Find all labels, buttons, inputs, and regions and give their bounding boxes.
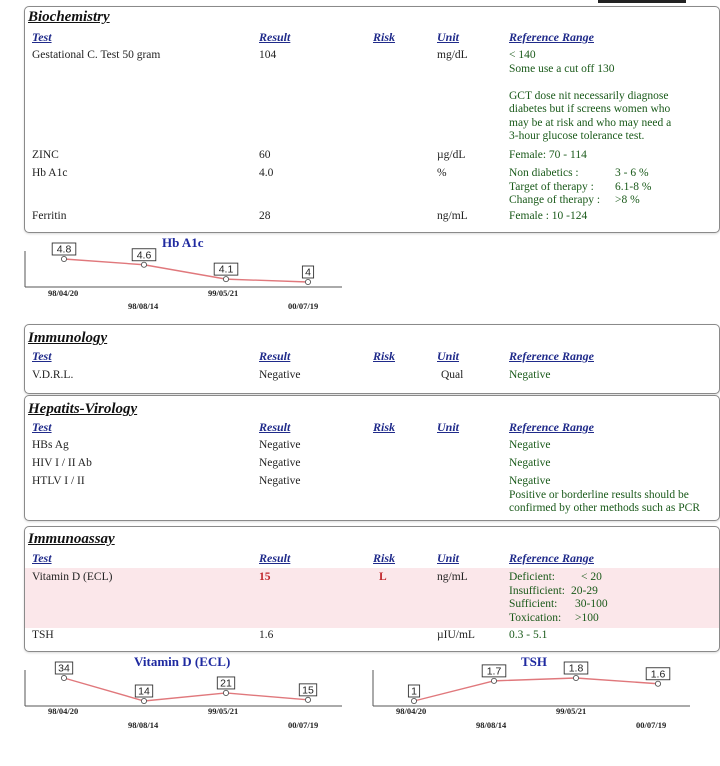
section-title: Biochemistry	[28, 9, 110, 25]
data-label: 1.8	[568, 662, 584, 675]
risk-flag-low: L	[379, 571, 387, 583]
data-point	[305, 279, 310, 284]
col-header-result: Result	[259, 349, 291, 363]
col-header-unit: Unit	[437, 420, 460, 434]
col-header-unit: Unit	[437, 551, 460, 565]
reference-range: Negative	[509, 369, 551, 381]
reference-range: Negative	[509, 457, 551, 469]
data-label: 21	[220, 677, 232, 690]
col-header-reference: Reference Range	[509, 349, 594, 363]
test-result: Negative	[259, 475, 301, 487]
date-label: 98/04/20	[48, 706, 79, 716]
col-header-test: Test	[32, 30, 52, 44]
test-name: HTLV I / II	[32, 475, 85, 487]
test-name: Vitamin D (ECL)	[32, 571, 113, 583]
data-point	[141, 262, 146, 267]
series-line	[414, 678, 658, 701]
test-unit: mg/dL	[437, 49, 468, 61]
abnormal-row-highlight	[25, 568, 719, 628]
reference-range: Female : 10 -124	[509, 210, 588, 222]
test-result-abnormal: 15	[259, 571, 271, 583]
test-name: Ferritin	[32, 210, 67, 222]
test-name: HIV I / II Ab	[32, 457, 92, 469]
data-point	[305, 697, 310, 702]
data-label: 4.8	[56, 243, 72, 256]
col-header-reference: Reference Range	[509, 551, 594, 565]
test-unit: ng/mL	[437, 210, 468, 222]
test-result: Negative	[259, 457, 301, 469]
reference-range: Female: 70 - 114	[509, 149, 587, 161]
test-result: 28	[259, 210, 271, 222]
data-point	[61, 675, 66, 680]
col-header-reference: Reference Range	[509, 420, 594, 434]
immunology-section	[24, 324, 720, 394]
test-result: 104	[259, 49, 277, 61]
data-label: 34	[58, 662, 70, 675]
data-label: 4.6	[136, 249, 152, 262]
test-name: HBs Ag	[32, 439, 69, 451]
data-point	[573, 675, 578, 680]
date-label: 99/05/21	[556, 706, 587, 716]
reference-range: Non diabetics : Target of therapy : Change of therapy :	[509, 167, 601, 206]
data-label: 15	[302, 684, 314, 697]
col-header-reference: Reference Range	[509, 30, 594, 44]
col-header-result: Result	[259, 30, 291, 44]
test-unit: µIU/mL	[437, 629, 475, 641]
col-header-test: Test	[32, 349, 52, 363]
date-label: 00/07/19	[288, 720, 319, 730]
data-point	[655, 681, 660, 686]
col-header-test: Test	[32, 420, 52, 434]
data-label: 1	[411, 685, 417, 698]
biochemistry-section	[24, 6, 720, 233]
chart-title-hba1c: Hb A1c	[162, 235, 204, 250]
series-line	[64, 678, 308, 701]
col-header-unit: Unit	[437, 30, 460, 44]
data-point	[223, 690, 228, 695]
col-header-result: Result	[259, 551, 291, 565]
reference-values: < 20 20-29 30-100 >100	[571, 571, 608, 624]
col-header-result: Result	[259, 420, 291, 434]
data-point	[61, 256, 66, 261]
reference-range: 0.3 - 5.1	[509, 629, 548, 641]
test-name: Gestational C. Test 50 gram	[32, 49, 161, 61]
date-label: 98/08/14	[128, 720, 159, 730]
vitamin-d-trend-chart	[24, 662, 344, 709]
reference-range: Negative	[509, 439, 551, 451]
test-result: Negative	[259, 439, 301, 451]
date-label: 98/08/14	[476, 720, 507, 730]
date-label: 98/04/20	[396, 706, 427, 716]
reference-range: Negative Positive or borderline results should be confirmed by other methods such as PCR	[509, 475, 701, 514]
reference-note: confirmed by other methods such as PCR	[509, 502, 701, 514]
test-unit: ng/mL	[437, 571, 468, 583]
test-name: V.D.R.L.	[32, 369, 74, 381]
data-label: 4	[305, 266, 311, 279]
chart-title-tsh: TSH	[521, 654, 548, 669]
section-title: Immunoassay	[28, 531, 115, 547]
date-label: 98/08/14	[128, 301, 159, 311]
immunoassay-section	[24, 526, 720, 652]
test-result: Negative	[259, 369, 301, 381]
date-label: 00/07/19	[636, 720, 667, 730]
test-unit: %	[437, 167, 447, 179]
date-label: 99/05/21	[208, 706, 239, 716]
data-label: 1.7	[486, 665, 502, 678]
series-line	[64, 259, 308, 282]
col-header-risk: Risk	[373, 349, 396, 363]
test-unit: µg/dL	[437, 149, 466, 161]
test-result: 1.6	[259, 629, 274, 641]
test-unit: Qual	[441, 369, 464, 381]
date-label: 00/07/19	[288, 301, 319, 311]
reference-values: 3 - 6 % 6.1-8 % >8 %	[615, 167, 652, 206]
reference-range: < 140 Some use a cut off 130 GCT dose nit necessarily diagnose diabetes but if screens women who may be at risk and who may need a 3-hour glucose tolerance test.	[509, 49, 672, 142]
test-result: 60	[259, 149, 271, 161]
test-name: ZINC	[32, 149, 59, 161]
reference-range: Deficient: Insufficient: Sufficient: Toxication:	[509, 571, 565, 624]
chart-title-vitamin-d: Vitamin D (ECL)	[134, 654, 231, 669]
hepatitis-virology-section	[24, 395, 720, 521]
data-label: 4.1	[218, 263, 234, 276]
data-point	[411, 698, 416, 703]
section-title: Hepatits-Virology	[28, 401, 138, 417]
col-header-risk: Risk	[373, 551, 396, 565]
reference-note: Positive or borderline results should be	[509, 488, 689, 501]
section-title: Immunology	[28, 330, 108, 346]
data-point	[141, 698, 146, 703]
col-header-test: Test	[32, 551, 52, 565]
hba1c-trend-chart	[24, 243, 344, 290]
test-name: Hb A1c	[32, 167, 68, 179]
date-label: 99/05/21	[208, 288, 239, 298]
col-header-risk: Risk	[373, 30, 396, 44]
test-result: 4.0	[259, 167, 274, 179]
data-label: 14	[138, 685, 150, 698]
col-header-unit: Unit	[437, 349, 460, 363]
test-name: TSH	[32, 629, 54, 641]
col-header-risk: Risk	[373, 420, 396, 434]
data-label: 1.6	[650, 668, 666, 681]
tsh-trend-chart	[372, 662, 692, 709]
top-edge-bar	[598, 0, 686, 3]
date-label: 98/04/20	[48, 288, 79, 298]
data-point	[223, 277, 228, 282]
data-point	[491, 678, 496, 683]
